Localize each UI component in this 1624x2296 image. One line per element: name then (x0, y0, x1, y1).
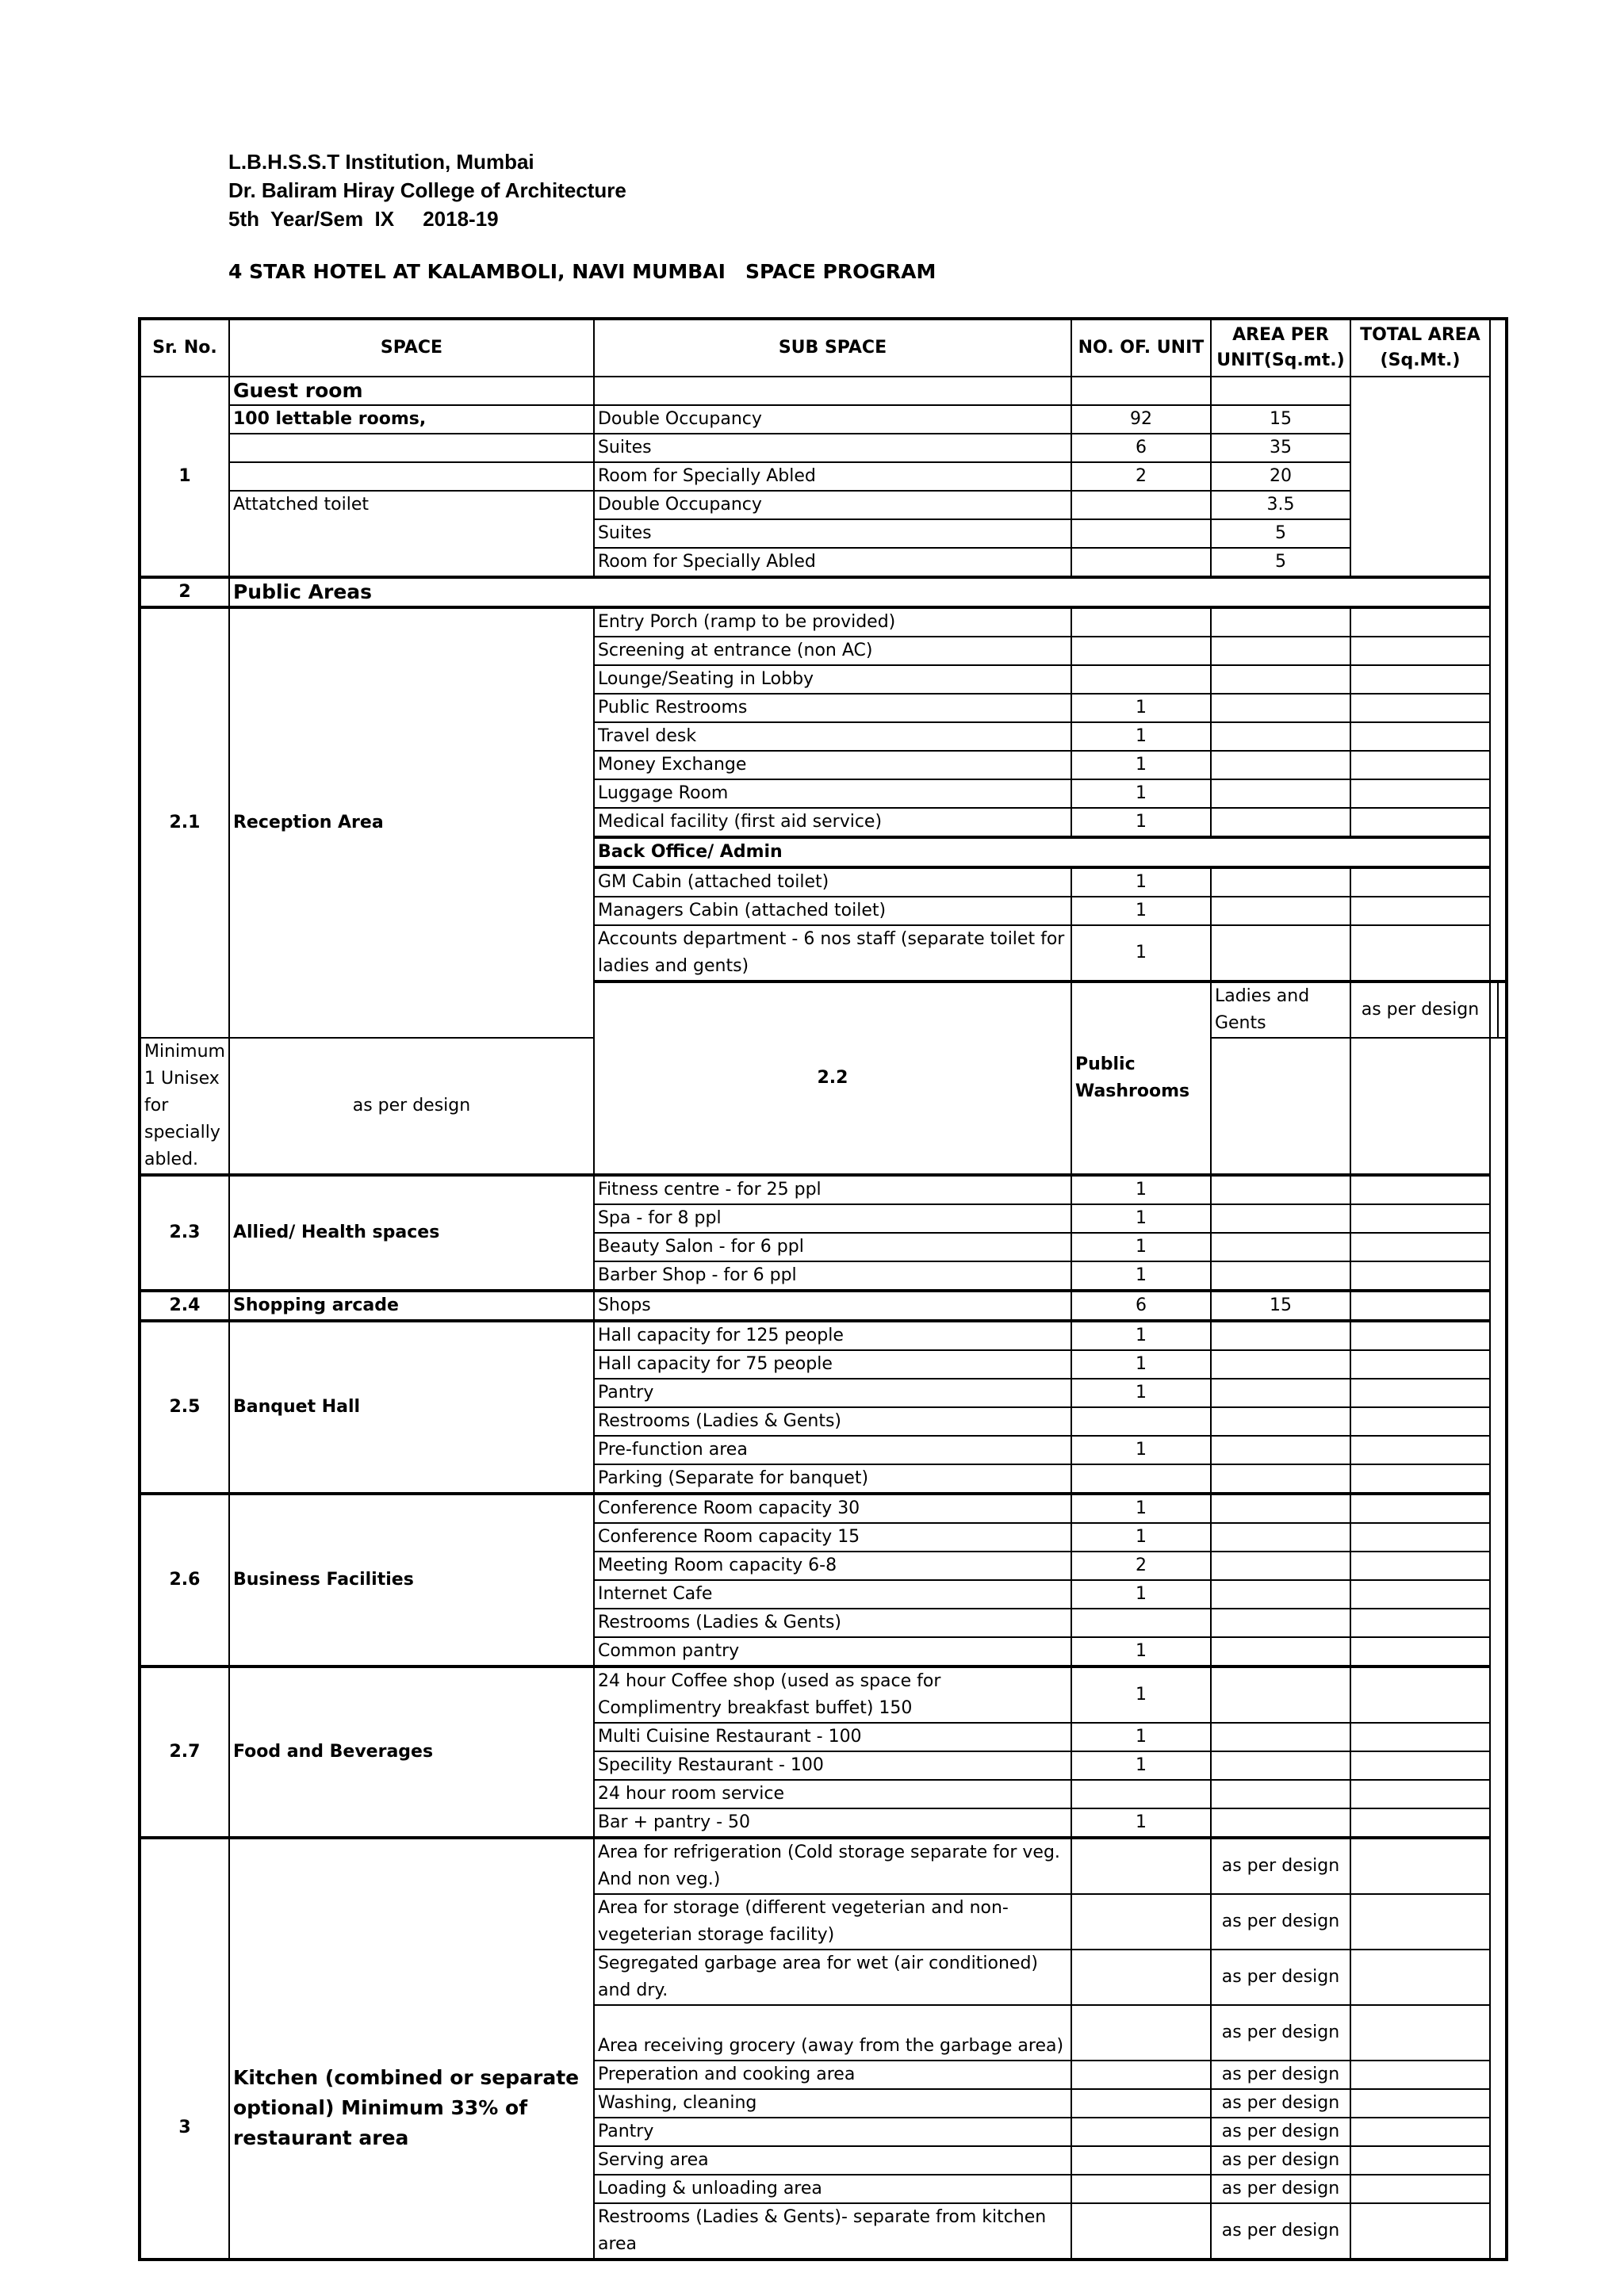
space-name: Public Washrooms (1071, 982, 1211, 1175)
sub-space: Serving area (594, 2146, 1071, 2175)
sub-space: Hall capacity for 125 people (594, 1321, 1071, 1350)
total-area (1350, 808, 1490, 837)
space-name: Allied/ Health spaces (229, 1175, 594, 1291)
total-area (1350, 1038, 1490, 1175)
unit-count: 1 (1071, 1637, 1211, 1667)
table-row (140, 462, 1507, 491)
area-per-unit (1211, 665, 1350, 694)
total-area (1350, 637, 1490, 665)
sub-space: Pantry (594, 2118, 1071, 2146)
total-area (1350, 1580, 1490, 1609)
sub-space: 24 hour Coffee shop (used as space for Complimentry breakfast buffet) 150 (594, 1667, 1071, 1723)
area-per-unit (1211, 1637, 1350, 1667)
total-area (1350, 925, 1490, 982)
sub-space: Washing, cleaning (594, 2089, 1071, 2118)
sub-space: Restrooms (Ladies & Gents)- separate from kitchen area (594, 2203, 1071, 2260)
total-area (1350, 1894, 1490, 1950)
unit-count: 6 (1071, 1291, 1211, 1321)
col-header-units: NO. OF. UNIT (1071, 319, 1211, 377)
area-per-unit (1211, 377, 1350, 405)
sub-space: Suites (594, 519, 1071, 548)
unit-count: 1 (1071, 1723, 1211, 1751)
unit-count (1071, 1407, 1211, 1436)
total-area (1350, 1175, 1490, 1204)
sub-space: Area for storage (different vegeterian and non-vegeterian storage facility) (594, 1894, 1071, 1950)
sub-space: Common pantry (594, 1637, 1071, 1667)
sub-space: Parking (Separate for banquet) (594, 1464, 1071, 1494)
area-per-unit (1211, 722, 1350, 751)
unit-count (1071, 2005, 1211, 2061)
sr-no: 1 (140, 377, 229, 577)
total-area (1350, 1780, 1490, 1808)
sub-space: Specility Restaurant - 100 (594, 1751, 1071, 1780)
sub-space: Minimum 1 Unisex for specially abled. (140, 1038, 229, 1175)
sr-no: 2 (140, 577, 229, 607)
total-area (1350, 897, 1490, 925)
sub-space: Room for Specially Abled (594, 462, 1071, 491)
area-per-unit (1211, 808, 1350, 837)
unit-count: 6 (1071, 434, 1211, 462)
area-per-unit: as per design (1211, 2175, 1350, 2203)
area-per-unit (1211, 925, 1350, 982)
unit-count (1071, 665, 1211, 694)
unit-count (1071, 519, 1211, 548)
space-note: 100 lettable rooms, (229, 405, 594, 434)
area-per-unit: as per design (1211, 2061, 1350, 2089)
table-row (140, 1838, 1507, 1894)
area-per-unit (1211, 1494, 1350, 1523)
sr-no: 2.3 (140, 1175, 229, 1291)
area-per-unit (1211, 1523, 1350, 1552)
unit-count: 1 (1071, 1350, 1211, 1379)
unit-count (1071, 491, 1211, 519)
area-per-unit: as per design (1211, 2203, 1350, 2260)
total-area (1350, 1350, 1490, 1379)
col-header-sub-space: SUB SPACE (594, 319, 1071, 377)
area-per-unit (1211, 1261, 1350, 1291)
table-header-row (140, 319, 1507, 377)
unit-count: 1 (1071, 808, 1211, 837)
sub-space: Area receiving grocery (away from the garbage area) (594, 2005, 1071, 2061)
sub-space: Pantry (594, 1379, 1071, 1407)
area-per-unit (1211, 1038, 1350, 1175)
unit-count (1071, 2089, 1211, 2118)
sr-no: 2.7 (140, 1667, 229, 1838)
sr-no: 2.5 (140, 1321, 229, 1494)
unit-count: 2 (1071, 462, 1211, 491)
area-per-unit: as per design (1211, 1950, 1350, 2005)
sub-space: Loading & unloading area (594, 2175, 1071, 2203)
sub-space: Pre-function area (594, 1436, 1071, 1464)
sub-space: Conference Room capacity 30 (594, 1494, 1071, 1523)
total-area (1350, 694, 1490, 722)
space-name: Food and Beverages (229, 1667, 594, 1838)
year-semester: 5th Year/Sem IX 2018-19 (228, 207, 499, 231)
sub-space: Internet Cafe (594, 1580, 1071, 1609)
unit-count (1071, 2175, 1211, 2203)
table-row (140, 607, 1507, 637)
area-per-unit: as per design (1211, 1838, 1350, 1894)
unit-count: 1 (1071, 1233, 1211, 1261)
unit-count: 1 (1071, 1261, 1211, 1291)
sub-space: Conference Room capacity 15 (594, 1523, 1071, 1552)
table-row (140, 491, 1507, 519)
table-row (140, 434, 1507, 462)
sub-space: Entry Porch (ramp to be provided) (594, 607, 1071, 637)
total-area (1350, 867, 1490, 897)
unit-count (1071, 2061, 1211, 2089)
unit-count (1071, 1894, 1211, 1950)
total-area (1350, 1552, 1490, 1580)
area-per-unit (1211, 1379, 1350, 1407)
total-area (1350, 665, 1490, 694)
area-per-unit (1211, 607, 1350, 637)
unit-count: 1 (1071, 867, 1211, 897)
table-row (140, 577, 1507, 607)
table-row (140, 377, 1507, 405)
area-per-unit (1211, 1175, 1350, 1204)
sub-space: Screening at entrance (non AC) (594, 637, 1071, 665)
space-note (229, 434, 594, 462)
sub-space: Managers Cabin (attached toilet) (594, 897, 1071, 925)
unit-count: 1 (1071, 1379, 1211, 1407)
area-per-unit: 15 (1211, 1291, 1350, 1321)
sub-space: GM Cabin (attached toilet) (594, 867, 1071, 897)
unit-count: 1 (1071, 1494, 1211, 1523)
total-area (1350, 2146, 1490, 2175)
unit-count (1071, 607, 1211, 637)
total-area (1350, 1464, 1490, 1494)
area-per-unit (1211, 1407, 1350, 1436)
area-per-unit (1211, 1436, 1350, 1464)
unit-count: 1 (1071, 1523, 1211, 1552)
program-title: SPACE PROGRAM (745, 260, 936, 283)
area-per-unit (1211, 867, 1350, 897)
sub-space: Spa - for 8 ppl (594, 1204, 1071, 1233)
col-header-sr: Sr. No. (140, 319, 229, 377)
unit-count: 1 (1071, 1751, 1211, 1780)
total-area (1350, 1204, 1490, 1233)
unit-count (1071, 2146, 1211, 2175)
sr-no: 2.1 (140, 607, 229, 1038)
unit-count: 1 (1071, 1580, 1211, 1609)
area-per-unit (1211, 897, 1350, 925)
sub-space: Room for Specially Abled (594, 548, 1071, 577)
sub-space: Money Exchange (594, 751, 1071, 779)
area-per-unit (1490, 982, 1498, 1038)
col-header-space: SPACE (229, 319, 594, 377)
area-per-unit (1211, 751, 1350, 779)
table-row (140, 1291, 1507, 1321)
sub-space: 24 hour room service (594, 1780, 1071, 1808)
table-row (140, 1667, 1507, 1723)
sr-no: 3 (140, 1838, 229, 2260)
total-area (1350, 722, 1490, 751)
sub-space: Hall capacity for 75 people (594, 1350, 1071, 1379)
unit-count: 1 (1071, 1175, 1211, 1204)
sub-space: Medical facility (first aid service) (594, 808, 1071, 837)
sub-space: Preperation and cooking area (594, 2061, 1071, 2089)
area-per-unit (1211, 779, 1350, 808)
college-name: Dr. Baliram Hiray College of Architecture (228, 178, 626, 202)
area-per-unit (1211, 1780, 1350, 1808)
total-area (1350, 1379, 1490, 1407)
unit-count: 1 (1071, 925, 1211, 982)
total-area (1350, 377, 1490, 577)
area-per-unit: 5 (1211, 519, 1350, 548)
total-area (1350, 1523, 1490, 1552)
area-per-unit (1211, 1751, 1350, 1780)
total-area (1350, 1494, 1490, 1523)
unit-count: 2 (1071, 1552, 1211, 1580)
unit-count (1071, 637, 1211, 665)
total-area (1350, 2089, 1490, 2118)
table-row (140, 1321, 1507, 1350)
area-per-unit (1211, 1808, 1350, 1838)
col-header-total-area: TOTAL AREA (Sq.Mt.) (1350, 319, 1490, 377)
table-row (140, 1494, 1507, 1523)
total-area (1350, 2061, 1490, 2089)
total-area (1350, 1261, 1490, 1291)
total-area (1350, 751, 1490, 779)
total-area (1350, 1609, 1490, 1637)
sub-space: Lounge/Seating in Lobby (594, 665, 1071, 694)
total-area (1350, 2175, 1490, 2203)
sub-space: Meeting Room capacity 6-8 (594, 1552, 1071, 1580)
area-per-unit: as per design (1211, 2118, 1350, 2146)
sub-space: Travel desk (594, 722, 1071, 751)
total-area (1350, 2203, 1490, 2260)
area-per-unit (1211, 1723, 1350, 1751)
unit-count (1071, 1950, 1211, 2005)
unit-count: as per design (229, 1038, 594, 1175)
space-name: Business Facilities (229, 1494, 594, 1667)
unit-count (1071, 377, 1211, 405)
area-per-unit: 35 (1211, 434, 1350, 462)
unit-count: 1 (1071, 751, 1211, 779)
space-name: Reception Area (229, 607, 594, 1038)
unit-count: 1 (1071, 722, 1211, 751)
space-name: Kitchen (combined or separate optional) Minimum 33% of restaurant area (229, 1838, 594, 2260)
unit-count: 92 (1071, 405, 1211, 434)
sub-space: Segregated garbage area for wet (air conditioned) and dry. (594, 1950, 1071, 2005)
total-area (1350, 1436, 1490, 1464)
total-area (1350, 1233, 1490, 1261)
sub-space: Area for refrigeration (Cold storage separate for veg. And non veg.) (594, 1838, 1071, 1894)
sr-no: 2.6 (140, 1494, 229, 1667)
unit-count (1071, 2118, 1211, 2146)
space-program-table (138, 317, 1508, 2261)
total-area (1350, 1723, 1490, 1751)
total-area (1350, 1751, 1490, 1780)
sub-space: Multi Cuisine Restaurant - 100 (594, 1723, 1071, 1751)
sub-space: Luggage Room (594, 779, 1071, 808)
space-name: Public Areas (229, 577, 1490, 607)
unit-count (1071, 1464, 1211, 1494)
total-area (1350, 607, 1490, 637)
sub-space: Fitness centre - for 25 ppl (594, 1175, 1071, 1204)
unit-count: 1 (1071, 1321, 1211, 1350)
institution-name: L.B.H.S.S.T Institution, Mumbai (228, 150, 534, 174)
area-per-unit: 15 (1211, 405, 1350, 434)
sub-space: Barber Shop - for 6 ppl (594, 1261, 1071, 1291)
area-per-unit (1211, 1580, 1350, 1609)
sub-space: Accounts department - 6 nos staff (separate toilet for ladies and gents) (594, 925, 1071, 982)
area-per-unit: as per design (1211, 2146, 1350, 2175)
unit-count: 1 (1071, 779, 1211, 808)
unit-count: 1 (1071, 1808, 1211, 1838)
space-name: Guest room (229, 377, 594, 405)
sr-no: 2.4 (140, 1291, 229, 1321)
sub-space: Double Occupancy (594, 491, 1071, 519)
area-per-unit (1211, 1321, 1350, 1350)
unit-count: as per design (1350, 982, 1490, 1038)
unit-count: 1 (1071, 897, 1211, 925)
total-area (1350, 1637, 1490, 1667)
sub-space: Suites (594, 434, 1071, 462)
unit-count (1071, 1838, 1211, 1894)
table-row (140, 405, 1507, 434)
space-name: Banquet Hall (229, 1321, 594, 1494)
area-per-unit: 3.5 (1211, 491, 1350, 519)
area-per-unit (1211, 694, 1350, 722)
area-per-unit (1211, 1204, 1350, 1233)
unit-count (1071, 2203, 1211, 2260)
total-area (1350, 1838, 1490, 1894)
unit-count (1071, 548, 1211, 577)
area-per-unit: as per design (1211, 2005, 1350, 2061)
sub-space: Bar + pantry - 50 (594, 1808, 1071, 1838)
area-per-unit (1211, 1667, 1350, 1723)
total-area (1350, 1407, 1490, 1436)
area-per-unit (1211, 1609, 1350, 1637)
total-area (1350, 2118, 1490, 2146)
unit-count (1071, 1609, 1211, 1637)
sub-space: Beauty Salon - for 6 ppl (594, 1233, 1071, 1261)
area-per-unit (1211, 1233, 1350, 1261)
total-area (1350, 2005, 1490, 2061)
sr-no: 2.2 (594, 982, 1071, 1175)
institution-header (228, 147, 626, 233)
col-header-area-per-unit: AREA PER UNIT(Sq.mt.) (1211, 319, 1350, 377)
area-per-unit: as per design (1211, 1894, 1350, 1950)
area-per-unit (1211, 637, 1350, 665)
table-row (140, 1175, 1507, 1204)
area-per-unit (1211, 1464, 1350, 1494)
area-per-unit: as per design (1211, 2089, 1350, 2118)
unit-count: 1 (1071, 1667, 1211, 1723)
project-title: 4 STAR HOTEL AT KALAMBOLI, NAVI MUMBAI (228, 260, 726, 283)
sub-space: Shops (594, 1291, 1071, 1321)
space-note: Attatched toilet (229, 491, 594, 577)
sub-space: Ladies and Gents (1211, 982, 1350, 1038)
unit-count: 1 (1071, 694, 1211, 722)
total-area (1350, 1808, 1490, 1838)
area-per-unit: 5 (1211, 548, 1350, 577)
unit-count: 1 (1071, 1436, 1211, 1464)
area-per-unit: 20 (1211, 462, 1350, 491)
total-area (1498, 982, 1507, 1038)
total-area (1350, 779, 1490, 808)
total-area (1350, 1291, 1490, 1321)
area-per-unit (1211, 1552, 1350, 1580)
unit-count (1071, 1780, 1211, 1808)
total-area (1350, 1667, 1490, 1723)
space-name: Shopping arcade (229, 1291, 594, 1321)
sub-section-heading: Back Office/ Admin (594, 837, 1490, 867)
unit-count: 1 (1071, 1204, 1211, 1233)
space-note (229, 462, 594, 491)
sub-space (594, 377, 1071, 405)
total-area (1350, 1950, 1490, 2005)
area-per-unit (1211, 1350, 1350, 1379)
sub-space: Public Restrooms (594, 694, 1071, 722)
sub-space: Restrooms (Ladies & Gents) (594, 1609, 1071, 1637)
total-area (1350, 1321, 1490, 1350)
sub-space: Double Occupancy (594, 405, 1071, 434)
sub-space: Restrooms (Ladies & Gents) (594, 1407, 1071, 1436)
